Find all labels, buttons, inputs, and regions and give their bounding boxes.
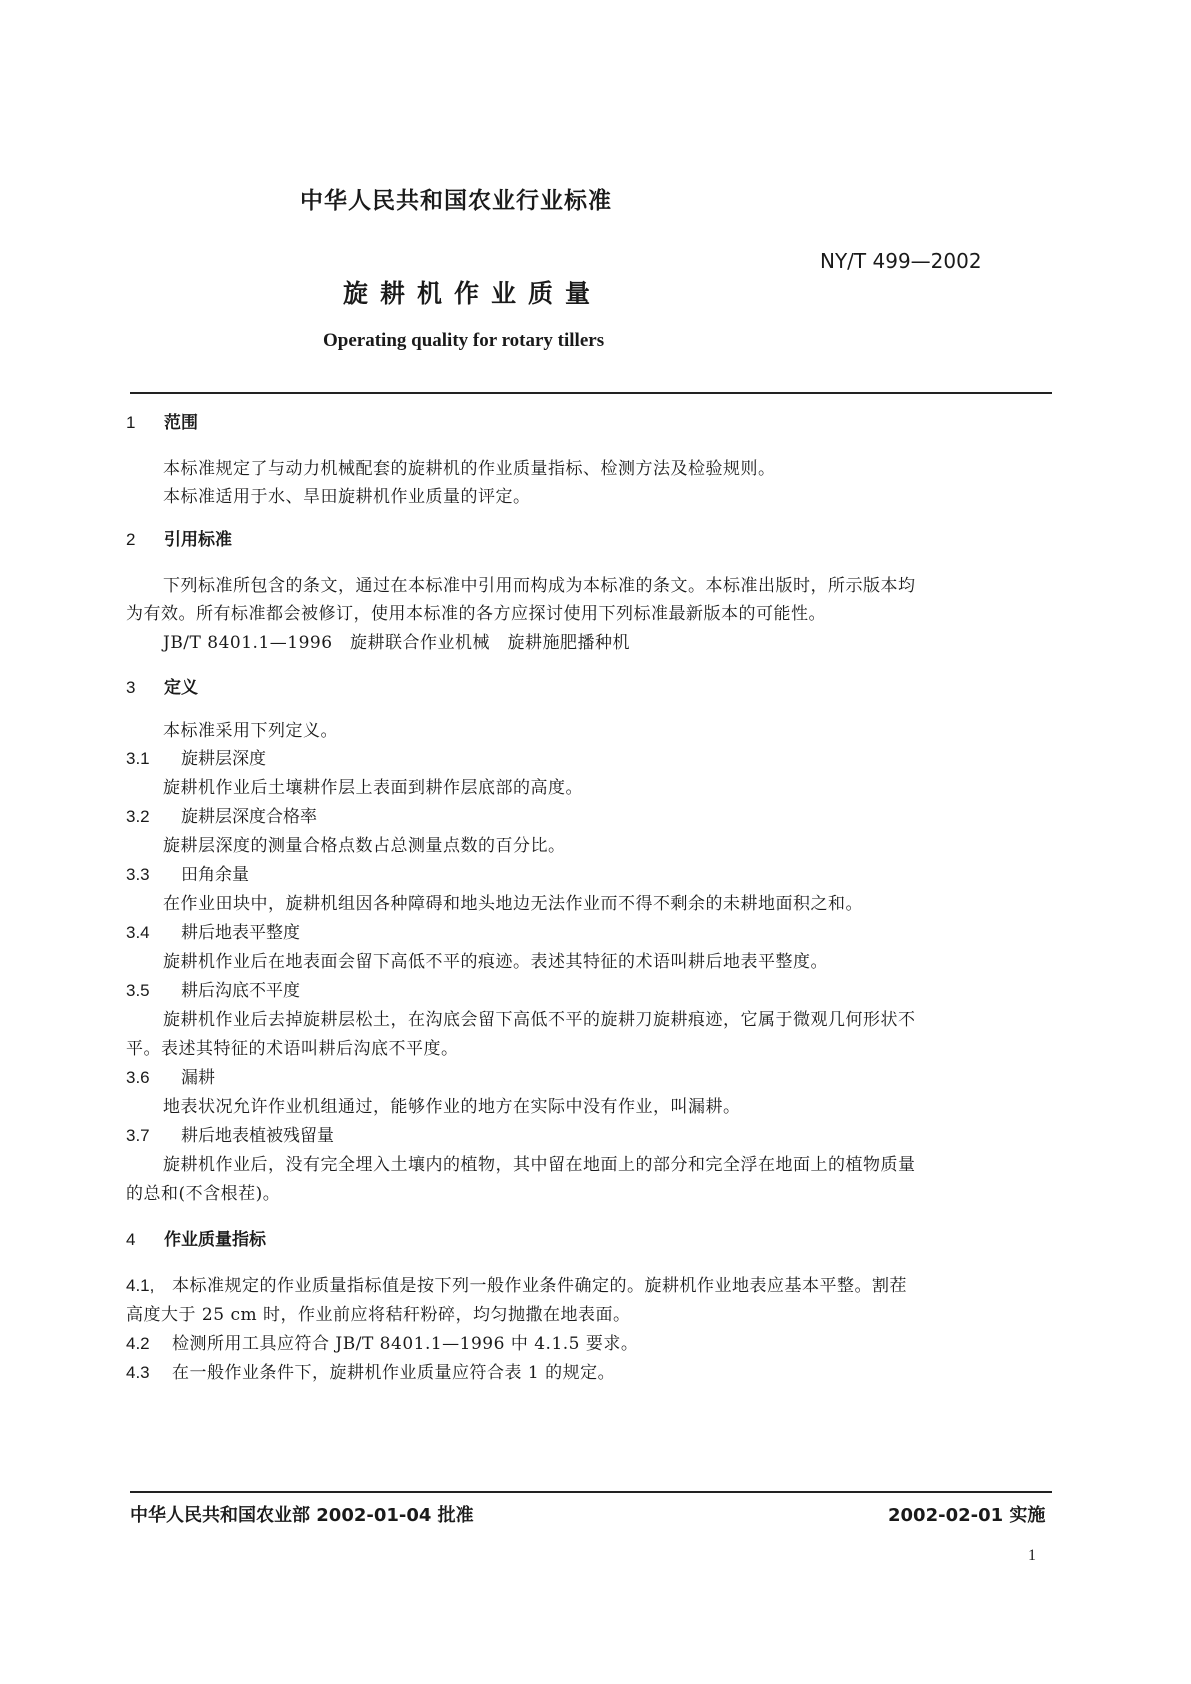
term: 漏耕: [181, 1068, 215, 1088]
referenced-standard: JB/T 8401.1—1996 旋耕联合作业机械 旋耕施肥播种机: [163, 633, 631, 653]
term: 耕后沟底不平度: [181, 981, 300, 1001]
clause-number: 3.2: [126, 807, 150, 826]
term: 田角余量: [181, 865, 249, 885]
effective-date: 2002-02-01 实施: [888, 1505, 1046, 1526]
definition-text: 旋耕机作业后，没有完全埋入土壤内的植物，其中留在地面上的部分和完全浮在地面上的植物质量: [163, 1155, 916, 1175]
section-3-heading: [126, 673, 198, 698]
section-title: 作业质量指标: [164, 1230, 266, 1250]
definition-3-2-term: [126, 802, 317, 827]
clause-number: 3.6: [126, 1068, 150, 1087]
definition-3-1-term: [126, 744, 266, 769]
document-title-english: Operating quality for rotary tillers: [323, 330, 605, 351]
section-title: 范围: [164, 413, 198, 433]
clause-number: 3.4: [126, 923, 150, 942]
clause-text: 在一般作业条件下，旋耕机作业质量应符合表 1 的规定。: [172, 1363, 616, 1383]
paragraph: 本标准规定了与动力机械配套的旋耕机的作业质量指标、检测方法及检验规则。: [163, 459, 776, 479]
footer-divider: [130, 1491, 1052, 1493]
section-title: 定义: [164, 678, 198, 698]
page-number: 1: [1028, 1547, 1036, 1564]
paragraph: 为有效。所有标准都会被修订，使用本标准的各方应探讨使用下列标准最新版本的可能性。: [126, 604, 826, 624]
definition-text: 平。表述其特征的术语叫耕后沟底不平度。: [126, 1039, 459, 1059]
approval-statement: 中华人民共和国农业部 2002-01-04 批准: [130, 1505, 474, 1526]
clause-text: 高度大于 25 cm 时，作业前应将秸秆粉碎，均匀抛撒在地表面。: [126, 1305, 631, 1325]
header-divider: [130, 392, 1052, 394]
term: 耕后地表平整度: [181, 923, 300, 943]
clause-4-3: [126, 1358, 615, 1383]
term: 旋耕层深度合格率: [181, 807, 317, 827]
clause-text: 检测所用工具应符合 JB/T 8401.1—1996 中 4.1.5 要求。: [172, 1334, 639, 1354]
section-1-heading: [126, 408, 198, 433]
term: 耕后地表植被残留量: [181, 1126, 334, 1146]
clause-text: 本标准规定的作业质量指标值是按下列一般作业条件确定的。旋耕机作业地表应基本平整。割茬: [172, 1276, 907, 1296]
issuing-organization: 中华人民共和国农业行业标准: [300, 188, 612, 214]
definition-text: 旋耕机作业后在地表面会留下高低不平的痕迹。表述其特征的术语叫耕后地表平整度。: [163, 952, 828, 972]
clause-4-1: [126, 1271, 907, 1296]
paragraph: 本标准适用于水、旱田旋耕机作业质量的评定。: [163, 487, 531, 507]
term: 旋耕层深度: [181, 749, 266, 769]
definition-text: 在作业田块中，旋耕机组因各种障碍和地头地边无法作业而不得不剩余的未耕地面积之和。: [163, 894, 863, 914]
clause-number: 3.3: [126, 865, 150, 884]
definition-3-7-term: [126, 1121, 334, 1146]
document-title-chinese: 旋耕机作业质量: [343, 279, 603, 308]
definition-text: 旋耕机作业后去掉旋耕层松土，在沟底会留下高低不平的旋耕刀旋耕痕迹，它属于微观几何形状不: [163, 1010, 916, 1030]
section-title: 引用标准: [164, 530, 232, 550]
definition-3-6-term: [126, 1063, 215, 1088]
section-number: 2: [126, 530, 136, 549]
section-number: 4: [126, 1230, 136, 1249]
section-number: 1: [126, 413, 136, 432]
definition-3-5-term: [126, 976, 300, 1001]
definition-text: 旋耕层深度的测量合格点数占总测量点数的百分比。: [163, 836, 566, 856]
paragraph: 下列标准所包含的条文，通过在本标准中引用而构成为本标准的条文。本标准出版时，所示版本均: [163, 576, 916, 596]
clause-4-2: [126, 1329, 638, 1354]
clause-number: 3.5: [126, 981, 150, 1000]
clause-number: 4.1,: [126, 1276, 155, 1295]
section-2-heading: [126, 525, 232, 550]
definition-text: 的总和(不含根茬)。: [126, 1184, 281, 1204]
section-4-heading: [126, 1225, 266, 1250]
clause-number: 4.2: [126, 1334, 150, 1353]
definition-3-4-term: [126, 918, 300, 943]
standard-number: NY/T 499—2002: [820, 249, 982, 273]
section-number: 3: [126, 678, 136, 697]
clause-number: 4.3: [126, 1363, 150, 1382]
definition-text: 旋耕机作业后土壤耕作层上表面到耕作层底部的高度。: [163, 778, 583, 798]
clause-number: 3.1: [126, 749, 150, 768]
clause-number: 3.7: [126, 1126, 150, 1145]
paragraph: 本标准采用下列定义。: [163, 721, 338, 741]
definition-text: 地表状况允许作业机组通过，能够作业的地方在实际中没有作业，叫漏耕。: [163, 1097, 741, 1117]
definition-3-3-term: [126, 860, 249, 885]
